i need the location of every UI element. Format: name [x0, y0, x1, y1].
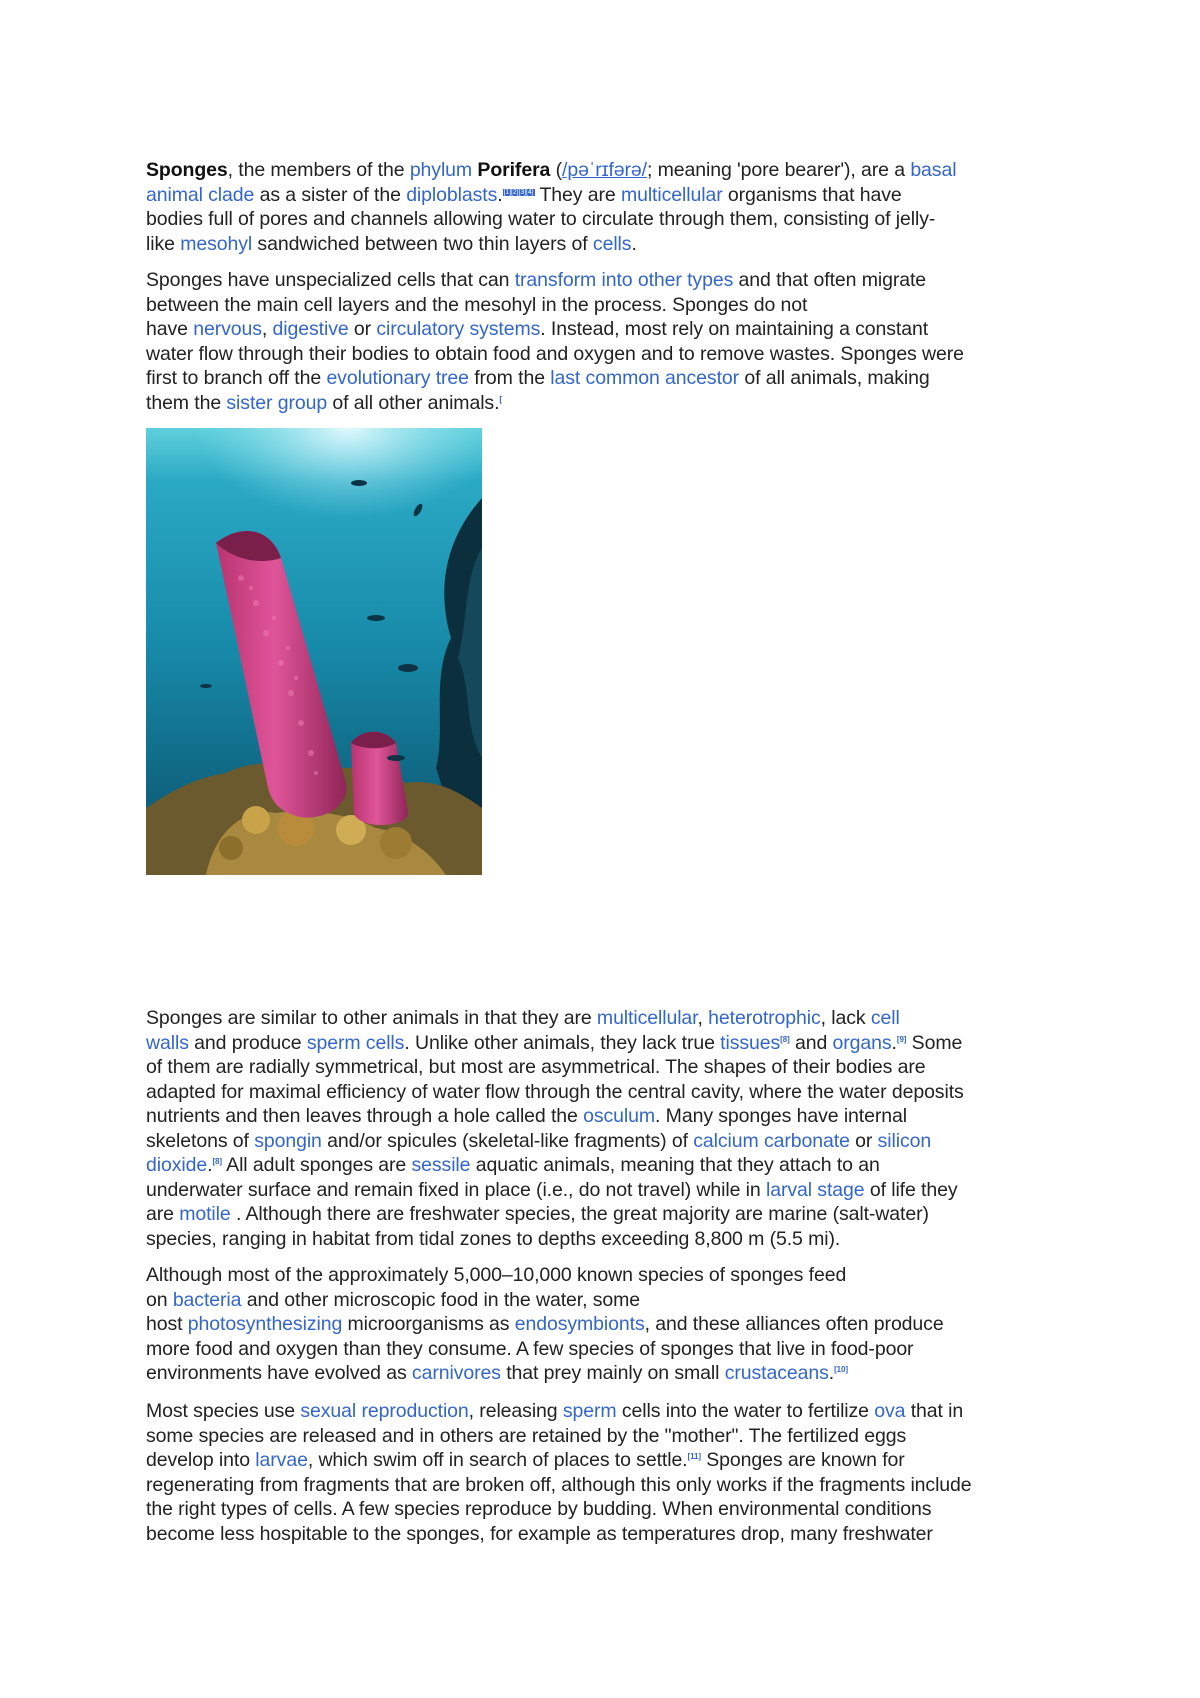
citation-11[interactable]: [11] [687, 1452, 701, 1461]
feeding-paragraph [146, 1263, 1066, 1386]
text-line: nutrients and then leaves through a hole called the osculum. Many sponges have internal [146, 1105, 907, 1127]
text-line: Sponges are similar to other animals in that they are multicellular, heterotrophic, lack cell [146, 1007, 900, 1029]
link-pronunciation[interactable]: /pəˈrɪfərə/ [562, 159, 647, 181]
link-animal-clade[interactable]: animal clade [146, 183, 255, 206]
link-last-common-ancestor[interactable]: last common ancestor [550, 367, 740, 389]
link-silicon-dioxide[interactable]: silicon [877, 1129, 932, 1152]
text-line: Sponges, the members of the phylum Porifera (/pəˈrɪfərə/; meaning 'pore bearer'), are a basal [146, 159, 957, 181]
link-calcium-carbonate[interactable]: calcium carbonate [693, 1129, 850, 1152]
citation-8[interactable]: [8] [780, 1034, 790, 1044]
link-sperm-cells[interactable]: sperm cells [306, 1031, 405, 1054]
link-ova[interactable]: ova [874, 1400, 906, 1422]
link-sessile[interactable]: sessile [411, 1154, 471, 1176]
link-larvae[interactable]: larvae [255, 1449, 308, 1471]
link-diploblasts[interactable]: diploblasts [406, 183, 498, 206]
link-transform-into-other-types[interactable]: transform into other types [514, 269, 734, 291]
text-line: on bacteria and other microscopic food in the water, some [146, 1288, 640, 1311]
link-cells[interactable]: cells [592, 232, 632, 255]
link-organs[interactable]: organs [832, 1031, 892, 1054]
citation-truncated[interactable]: [ [499, 394, 502, 404]
link-evolutionary-tree[interactable]: evolutionary tree [326, 367, 469, 389]
similarities-paragraph [146, 1006, 1066, 1251]
term-porifera: Porifera [477, 159, 551, 181]
link-sperm[interactable]: sperm [562, 1400, 617, 1422]
link-bacteria[interactable]: bacteria [172, 1288, 242, 1311]
link-spongin[interactable]: spongin [254, 1129, 322, 1152]
citation-9[interactable]: [9] [896, 1034, 907, 1044]
link-nervous[interactable]: nervous [193, 318, 262, 340]
text-line: regenerating from fragments that are broken off, although this only works if the fragments include [146, 1473, 972, 1496]
link-tissues[interactable]: tissues [720, 1031, 781, 1054]
term-sponges: Sponges [146, 159, 228, 181]
sponge-photo [146, 428, 482, 875]
link-mesohyl[interactable]: mesohyl [180, 232, 253, 255]
text-line: bodies full of pores and channels allowing water to circulate through them, consisting of jelly- [146, 208, 936, 230]
link-multicellular[interactable]: multicellular [620, 183, 723, 206]
link-cell-walls-cont[interactable]: walls [146, 1031, 189, 1054]
text-line: some species are released and in others are retained by the "mother". The fertilized eggs [146, 1424, 907, 1447]
text-line: develop into larvae, which swim off in search of places to settle.[11] Sponges are known for [146, 1449, 905, 1471]
text-line: them the sister group of all other animals.[ [146, 391, 502, 414]
link-crustaceans[interactable]: crustaceans [724, 1362, 829, 1384]
link-sister-group[interactable]: sister group [226, 391, 328, 414]
text-line: walls and produce sperm cells. Unlike other animals, they lack true tissues[8] and organs.[9] Some [146, 1031, 963, 1054]
link-silicon-dioxide-cont[interactable]: dioxide [146, 1154, 208, 1176]
intro-paragraph [146, 158, 1066, 256]
text-line: environments have evolved as carnivores that prey mainly on small crustaceans.[10] [146, 1362, 848, 1384]
text-line: underwater surface and remain fixed in place (i.e., do not travel) while in larval stage of life they [146, 1178, 958, 1201]
link-digestive[interactable]: digestive [272, 318, 349, 340]
link-photosynthesizing[interactable]: photosynthesizing [187, 1313, 343, 1335]
text-line: dioxide.[8] All adult sponges are sessile aquatic animals, meaning that they attach to an [146, 1154, 880, 1176]
link-endosymbionts[interactable]: endosymbionts [514, 1313, 645, 1335]
text-line: like mesohyl sandwiched between two thin layers of cells. [146, 232, 637, 255]
text-line: Most species use sexual reproduction, releasing sperm cells into the water to fertilize ova that in [146, 1400, 964, 1422]
text-line: Although most of the approximately 5,000–10,000 known species of sponges feed [146, 1264, 847, 1286]
text-line: have nervous, digestive or circulatory systems. Instead, most rely on maintaining a constant [146, 318, 929, 340]
link-heterotrophic[interactable]: heterotrophic [708, 1007, 821, 1029]
reproduction-paragraph [146, 1399, 1066, 1546]
text-line: of them are radially symmetrical, but most are asymmetrical. The shapes of their bodies are [146, 1056, 926, 1078]
citation-1-4[interactable]: [1][2][3][4] [503, 188, 534, 196]
text-line: become less hospitable to the sponges, for example as temperatures drop, many freshwater [146, 1522, 933, 1545]
citation-8b[interactable]: [8] [212, 1157, 222, 1166]
text-line: host photosynthesizing microorganisms as endosymbionts, and these alliances often produce [146, 1313, 944, 1335]
text-line: Sponges have unspecialized cells that can transform into other types and that often migrate [146, 269, 927, 291]
link-basal[interactable]: basal [910, 159, 957, 181]
text-line: are motile . Although there are freshwater species, the great majority are marine (salt-water) [146, 1203, 929, 1225]
link-multicellular-2[interactable]: multicellular [596, 1007, 698, 1029]
link-cell-walls[interactable]: cell [870, 1007, 900, 1029]
text-line: species, ranging in habitat from tidal zones to depths exceeding 8,800 m (5.5 mi). [146, 1227, 841, 1250]
link-osculum[interactable]: osculum [583, 1105, 656, 1127]
text-line: more food and oxygen than they consume. A few species of sponges that live in food-poor [146, 1337, 914, 1360]
text-line: between the main cell layers and the mesohyl in the process. Sponges do not [146, 293, 808, 316]
text-line: the right types of cells. A few species reproduce by budding. When environmental conditions [146, 1498, 932, 1520]
citation-10[interactable]: [10] [834, 1365, 848, 1374]
text-line: animal clade as a sister of the diploblasts.[1][2][3][4] They are multicellular organisms that have [146, 183, 902, 206]
link-sexual-reproduction[interactable]: sexual reproduction [300, 1400, 469, 1422]
link-larval-stage[interactable]: larval stage [765, 1178, 865, 1201]
sponge-photo-image [146, 428, 482, 875]
text-line: water flow through their bodies to obtain food and oxygen and to remove wastes. Sponges were [146, 342, 964, 365]
link-carnivores[interactable]: carnivores [411, 1362, 501, 1384]
text-line: first to branch off the evolutionary tree from the last common ancestor of all animals, making [146, 367, 930, 389]
cells-paragraph [146, 268, 1066, 415]
text-line: skeletons of spongin and/or spicules (skeletal-like fragments) of calcium carbonate or silicon [146, 1129, 932, 1152]
text-line: adapted for maximal efficiency of water flow through the central cavity, where the water deposits [146, 1080, 964, 1103]
link-phylum[interactable]: phylum [409, 159, 473, 181]
link-motile[interactable]: motile [179, 1203, 231, 1225]
link-circulatory-systems[interactable]: circulatory systems [376, 318, 541, 340]
